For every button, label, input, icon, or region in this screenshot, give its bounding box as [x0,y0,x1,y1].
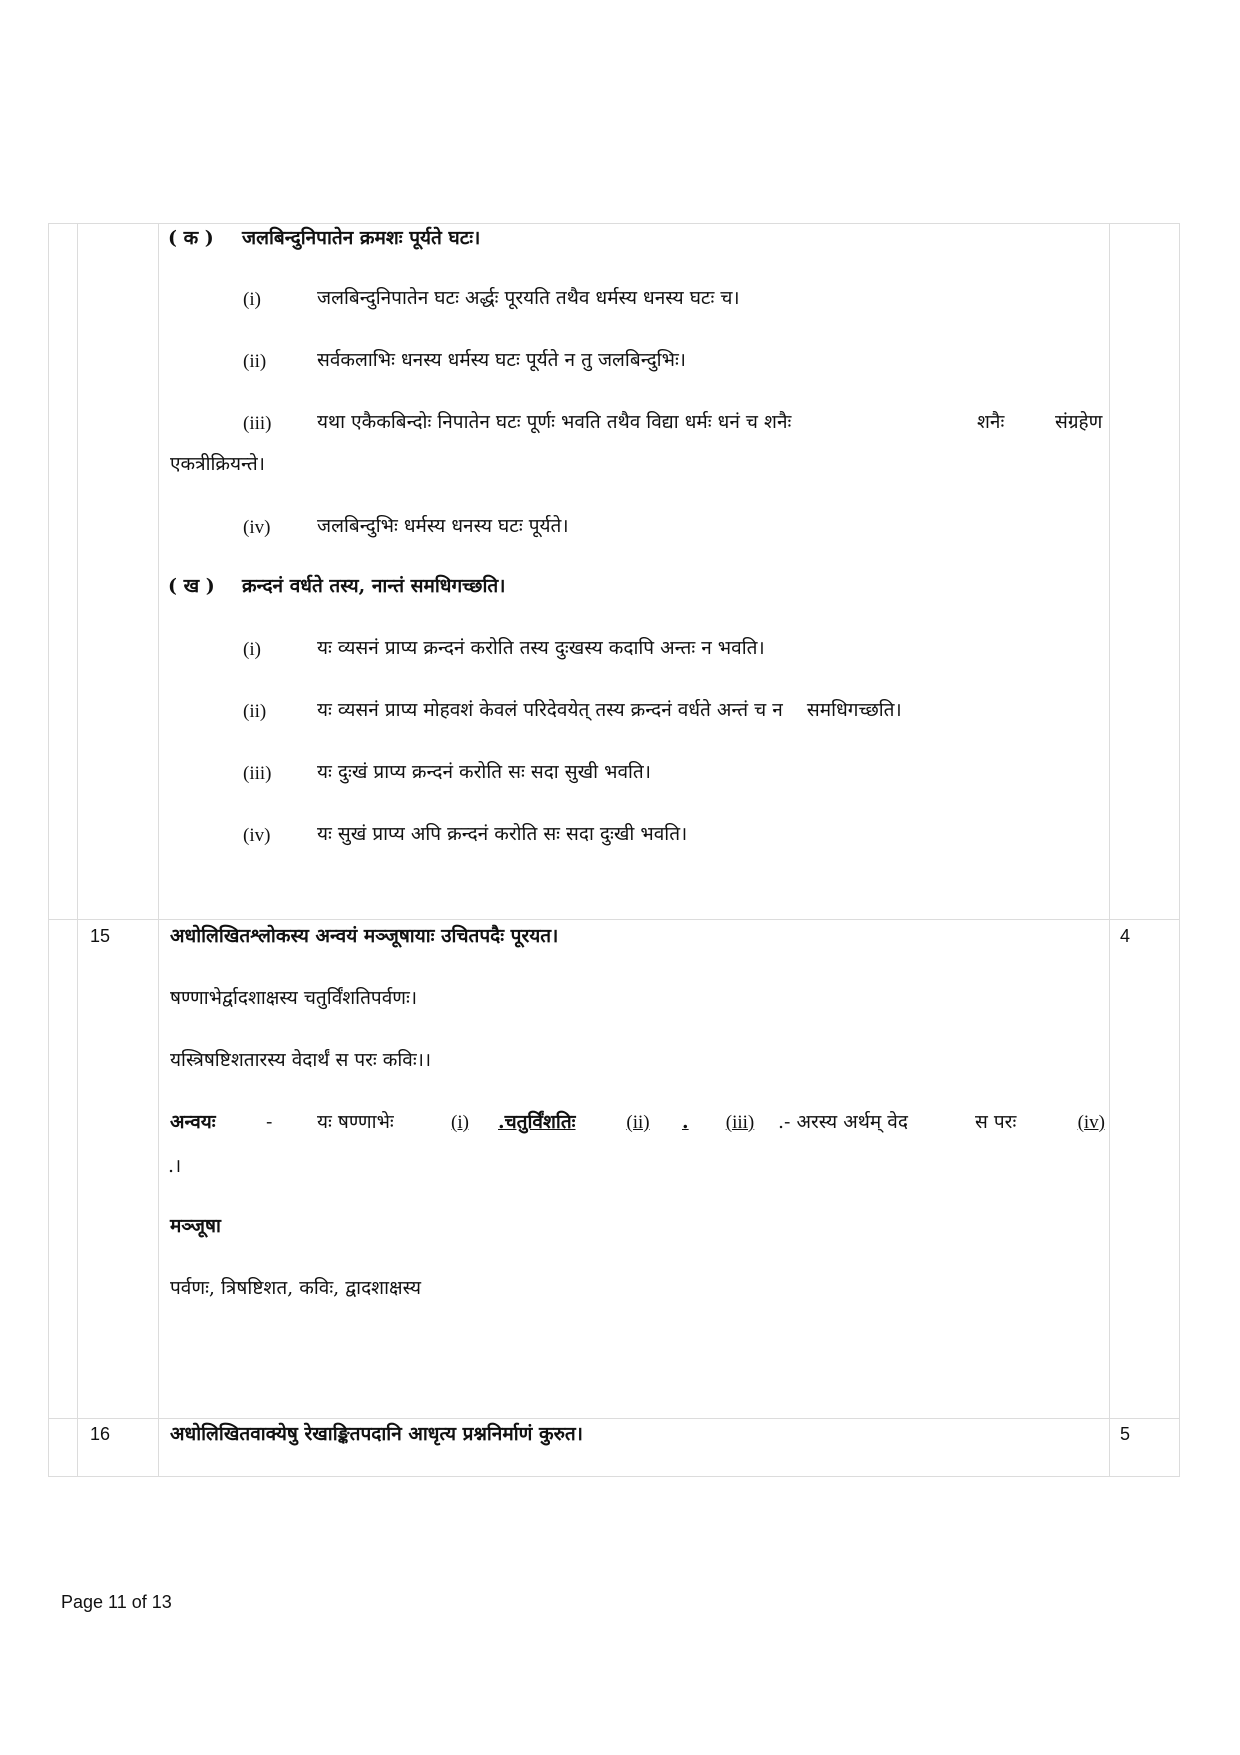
question-marks: 5 [1120,1424,1131,1444]
row-divider-16 [48,1418,1179,1419]
page-number-footer: Page 11 of 13 [61,1592,172,1612]
col-divider-number [77,223,78,1477]
anvaya-dash: - [266,1111,273,1133]
option-number: (i) [243,289,261,310]
option-text-continuation: एकत्रीक्रियन्ते। [170,453,265,475]
blank-label: (ii) [626,1112,650,1133]
question-number: 15 [90,926,111,946]
question-marks: 4 [1120,926,1131,946]
anvaya-dot: . [682,1111,689,1133]
shloka-line-1: षण्णाभेर्द्वादशाक्षस्य चतुर्विंशतिपर्वणः। [170,987,418,1009]
option-text: यः सुखं प्राप्य अपि क्रन्दनं करोति सः सदा दुःखी भवति। [317,823,688,845]
anvaya-text: स परः [975,1111,1017,1133]
option-text-part: शनैः [977,411,1005,433]
blank-iv [1035,1110,1105,1135]
anvaya-label: अन्वयः [170,1111,216,1133]
option-text: यथा एकैकबिन्दोः निपातेन घटः पूर्णः भवति तथैव विद्या धर्मः धनं च शनैः [317,411,792,433]
blank-label: (iii) [725,1112,755,1133]
option-text: यः व्यसनं प्राप्य क्रन्दनं करोति तस्य दुःखस्य कदापि अन्तः न भवति। [317,637,765,659]
option-text-part: संग्रहेण [1055,411,1103,433]
anvaya-text: .- अरस्य अर्थम् वेद [778,1111,908,1133]
col-divider-content [158,223,159,1477]
part-ka-label: ( क ) [168,227,214,249]
table-right-border [1179,223,1180,1477]
anvaya-end: .। [168,1155,182,1177]
part-kha-heading: क्रन्दनं वर्धते तस्य, नान्तं समधिगच्छति। [242,575,506,597]
option-number: (iv) [243,517,271,538]
blank-ii [598,1110,678,1135]
option-text: यः दुःखं प्राप्य क्रन्दनं करोति सः सदा सुखी भवति। [317,761,651,783]
part-kha-label: ( ख ) [168,575,215,597]
col-divider-marks [1109,223,1110,1477]
option-number: (iii) [243,413,272,434]
blank-i [420,1110,500,1135]
blank-label: (iv) [1077,1112,1105,1133]
blank-label: (i) [451,1112,469,1133]
option-text: जलबिन्दुनिपातेन घटः अर्द्धः पूरयति तथैव धर्मस्य धनस्य घटः च। [317,287,740,309]
anvaya-text: .चतुर्विंशतिः [498,1111,576,1133]
table-top-border [48,223,1179,224]
option-text: सर्वकलाभिः धनस्य धर्मस्य घटः पूर्यते न तु जलबिन्दुभिः। [317,349,686,371]
option-number: (iv) [243,825,271,846]
question-heading: अधोलिखितवाक्येषु रेखाङ्कितपदानि आधृत्य प्रश्ननिर्माणं कुरुत। [170,1423,583,1445]
option-number: (i) [243,639,261,660]
table-left-border [48,223,49,1477]
blank-iii [700,1110,780,1135]
manjusha-title: मञ्जूषा [170,1215,221,1237]
anvaya-text: यः षण्णाभेः [317,1111,394,1133]
option-number: (iii) [243,763,272,784]
option-text: जलबिन्दुभिः धर्मस्य धनस्य घटः पूर्यते। [317,515,569,537]
shloka-line-2: यस्त्रिषष्टिशतारस्य वेदार्थं स परः कविः।। [170,1049,432,1071]
row-divider-15 [48,919,1179,920]
option-text: यः व्यसनं प्राप्य मोहवशं केवलं परिदेवयेत् तस्य क्रन्दनं वर्धते अन्तं च न समधिगच्छति। [317,699,902,721]
question-number: 16 [90,1424,111,1444]
manjusha-words: पर्वणः, त्रिषष्टिशत, कविः, द्वादशाक्षस्य [170,1277,422,1299]
question-heading: अधोलिखितश्लोकस्य अन्वयं मञ्जूषायाः उचितपदैः पूरयत। [170,925,559,947]
option-number: (ii) [243,701,267,722]
part-ka-heading: जलबिन्दुनिपातेन क्रमशः पूर्यते घटः। [242,227,481,249]
table-bottom-border [48,1476,1179,1477]
option-number: (ii) [243,351,267,372]
